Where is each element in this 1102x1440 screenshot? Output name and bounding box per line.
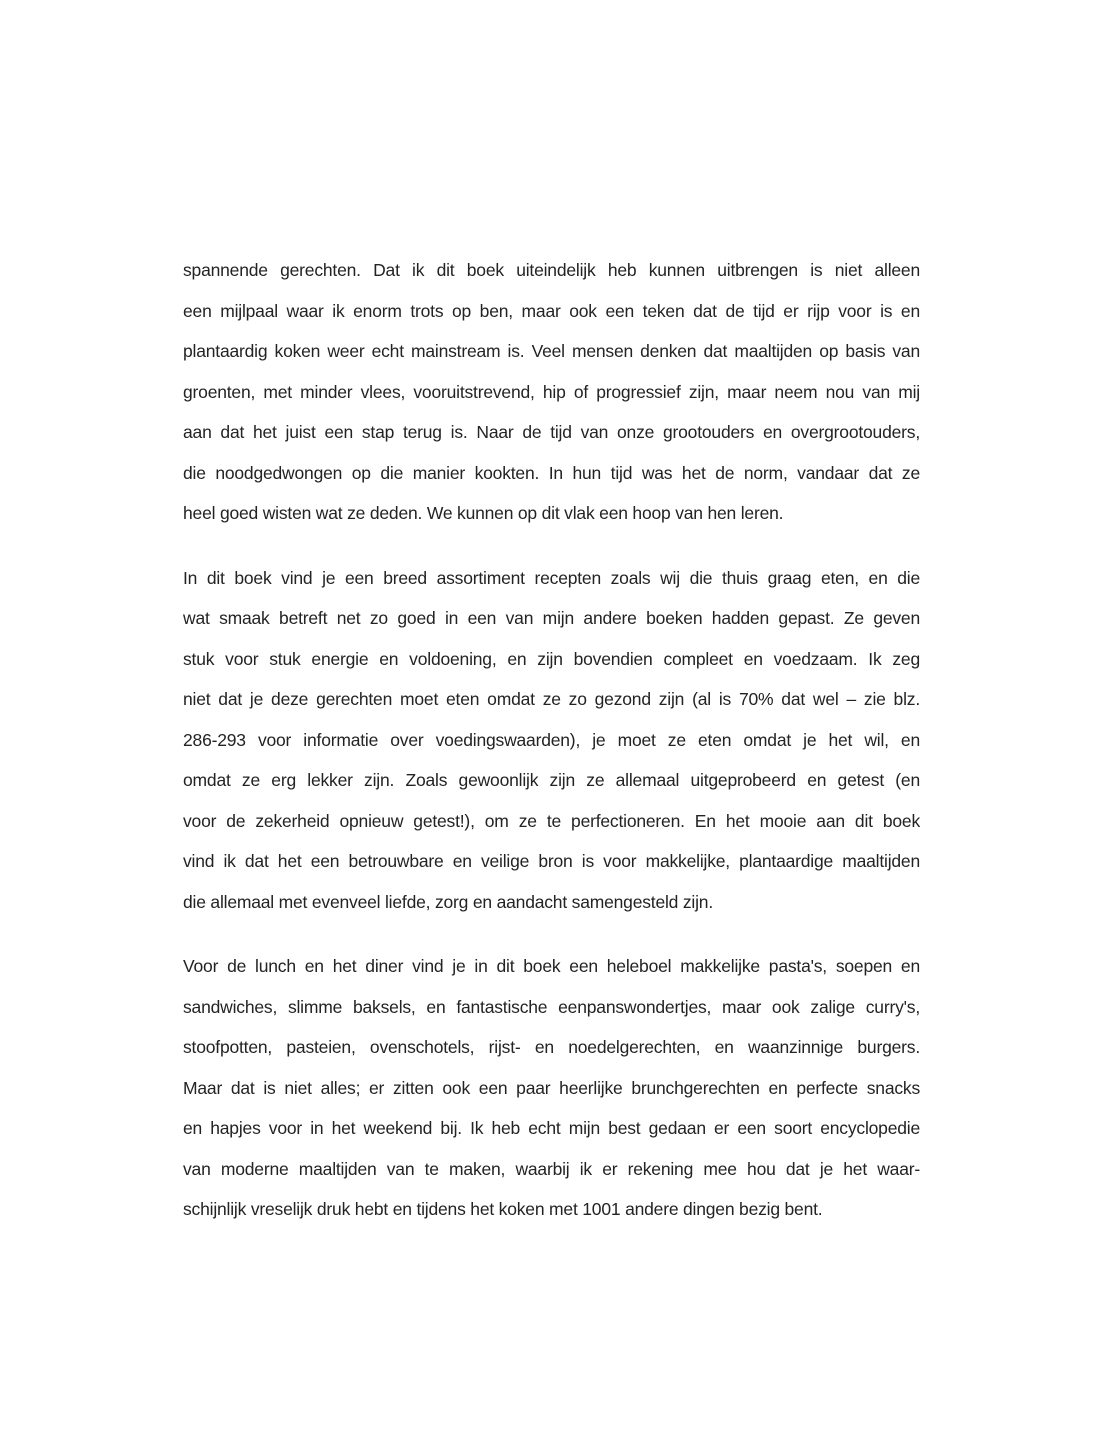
text-line: 286-293 voor informatie over voedingswaarden), je moet ze eten omdat je het wil, en [183,729,920,750]
text-line: omdat ze erg lekker zijn. Zoals gewoonlijk zijn ze allemaal uitgeprobeerd en getest (en [183,770,920,790]
paragraph [183,250,920,534]
text-line: In dit boek vind je een breed assortiment recepten zoals wij die thuis graag eten, en die [183,567,920,588]
text-line: groenten, met minder vlees, vooruitstrevend, hip of progressief zijn, maar neem nou van mij [183,381,920,402]
text-line: van moderne maaltijden van te maken, waarbij ik er rekening mee hou dat je het waar- [183,1158,920,1179]
text-line: stuk voor stuk energie en voldoening, en zijn bovendien compleet en voedzaam. Ik zeg [183,648,920,669]
text-line: die noodgedwongen op die manier kookten. In hun tijd was het de norm, vandaar dat ze [183,462,920,483]
text-line: schijnlijk vreselijk druk hebt en tijdens het koken met 1001 andere dingen bezig bent. [183,1199,823,1219]
text-line: spannende gerechten. Dat ik dit boek uiteindelijk heb kunnen uitbrengen is niet alleen [183,260,920,280]
text-line: een mijlpaal waar ik enorm trots op ben, maar ook een teken dat de tijd er rijp voor is en [183,300,920,321]
paragraph [183,558,920,923]
text-line: Voor de lunch en het diner vind je in dit boek een heleboel makkelijke pasta's, soepen en [183,956,920,976]
text-line: heel goed wisten wat ze deden. We kunnen op dit vlak een hoop van hen leren. [183,503,784,523]
text-line: stoofpotten, pasteien, ovenschotels, rijst- en noedelgerechten, en waanzinnige burgers. [183,1037,920,1057]
text-line: plantaardig koken weer echt mainstream is. Veel mensen denken dat maaltijden op basis van [183,341,920,361]
text-line: en hapjes voor in het weekend bij. Ik heb echt mijn best gedaan er een soort encyclopedie [183,1118,920,1138]
text-line: vind ik dat het een betrouwbare en veilige bron is voor makkelijke, plantaardige maaltijden [183,851,920,871]
paragraph [183,946,920,1230]
text-line: wat smaak betreft net zo goed in een van mijn andere boeken hadden gepast. Ze geven [183,608,920,628]
text-line: sandwiches, slimme baksels, en fantastische eenpanswondertjes, maar ook zalige curry's, [183,996,920,1017]
text-line: die allemaal met evenveel liefde, zorg en aandacht samengesteld zijn. [183,891,713,912]
text-line: Maar dat is niet alles; er zitten ook een paar heerlijke brunchgerechten en perfecte snacks [183,1077,920,1098]
text-line: aan dat het juist een stap terug is. Naar de tijd van onze grootouders en overgrootouders, [183,422,920,442]
text-line: niet dat je deze gerechten moet eten omdat ze zo gezond zijn (al is 70% dat wel – zie blz. [183,689,920,709]
text-line: voor de zekerheid opnieuw getest!), om ze te perfectioneren. En het mooie aan dit boek [183,810,920,831]
page-text [183,250,920,1230]
